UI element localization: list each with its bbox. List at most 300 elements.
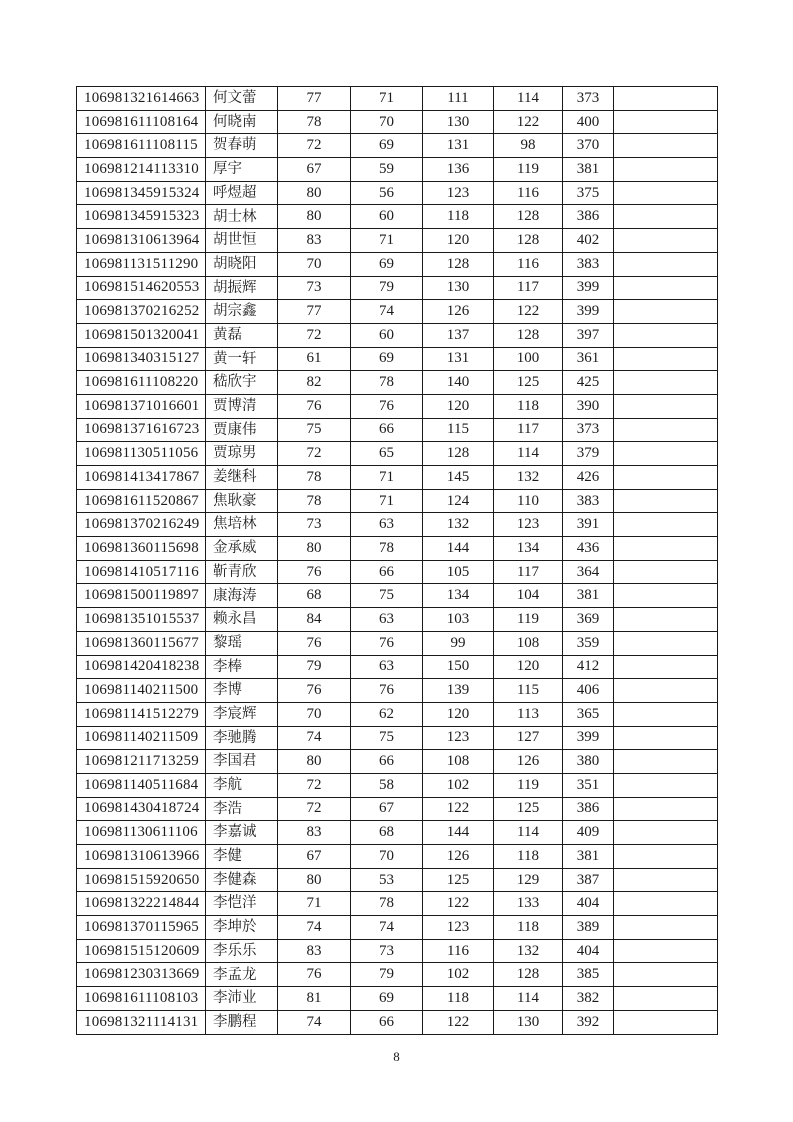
score-3-cell: 111 — [423, 87, 494, 111]
score-4-cell: 125 — [494, 797, 563, 821]
remark-cell — [614, 371, 718, 395]
name-cell: 李博 — [206, 679, 278, 703]
total-score-cell: 381 — [563, 158, 614, 182]
score-2-cell: 65 — [351, 442, 423, 466]
name-cell: 厚宇 — [206, 158, 278, 182]
remark-cell — [614, 773, 718, 797]
table-row — [77, 608, 718, 632]
remark-cell — [614, 608, 718, 632]
candidate-number-cell: 106981140211500 — [77, 679, 206, 703]
table-row — [77, 821, 718, 845]
remark-cell — [614, 845, 718, 869]
score-4-cell: 116 — [494, 252, 563, 276]
table-row — [77, 276, 718, 300]
candidate-number-cell: 106981322214844 — [77, 892, 206, 916]
candidate-number-cell: 106981140211509 — [77, 726, 206, 750]
name-cell: 黄一轩 — [206, 347, 278, 371]
total-score-cell: 373 — [563, 87, 614, 111]
name-cell: 李坤於 — [206, 916, 278, 940]
score-3-cell: 131 — [423, 134, 494, 158]
score-3-cell: 102 — [423, 963, 494, 987]
score-4-cell: 113 — [494, 702, 563, 726]
name-cell: 李航 — [206, 773, 278, 797]
score-4-cell: 120 — [494, 655, 563, 679]
remark-cell — [614, 537, 718, 561]
score-2-cell: 66 — [351, 750, 423, 774]
score-1-cell: 76 — [278, 631, 351, 655]
score-3-cell: 139 — [423, 679, 494, 703]
score-1-cell: 82 — [278, 371, 351, 395]
name-cell: 金承威 — [206, 537, 278, 561]
score-4-cell: 128 — [494, 229, 563, 253]
table-row — [77, 916, 718, 940]
total-score-cell: 389 — [563, 916, 614, 940]
remark-cell — [614, 726, 718, 750]
table-row — [77, 537, 718, 561]
table-row — [77, 87, 718, 111]
total-score-cell: 379 — [563, 442, 614, 466]
score-3-cell: 134 — [423, 584, 494, 608]
score-2-cell: 73 — [351, 939, 423, 963]
remark-cell — [614, 584, 718, 608]
score-2-cell: 63 — [351, 608, 423, 632]
score-2-cell: 62 — [351, 702, 423, 726]
score-1-cell: 76 — [278, 560, 351, 584]
remark-cell — [614, 134, 718, 158]
score-1-cell: 73 — [278, 513, 351, 537]
table-row — [77, 252, 718, 276]
score-2-cell: 71 — [351, 466, 423, 490]
score-3-cell: 122 — [423, 892, 494, 916]
score-1-cell: 72 — [278, 134, 351, 158]
score-4-cell: 119 — [494, 608, 563, 632]
name-cell: 贾琼男 — [206, 442, 278, 466]
score-3-cell: 150 — [423, 655, 494, 679]
score-1-cell: 77 — [278, 87, 351, 111]
candidate-number-cell: 106981310613966 — [77, 845, 206, 869]
table-row — [77, 418, 718, 442]
total-score-cell: 387 — [563, 868, 614, 892]
score-3-cell: 124 — [423, 489, 494, 513]
score-2-cell: 58 — [351, 773, 423, 797]
score-2-cell: 67 — [351, 797, 423, 821]
name-cell: 靳青欣 — [206, 560, 278, 584]
name-cell: 嵇欣宇 — [206, 371, 278, 395]
candidate-number-cell: 106981230313669 — [77, 963, 206, 987]
score-3-cell: 108 — [423, 750, 494, 774]
score-1-cell: 80 — [278, 537, 351, 561]
score-4-cell: 132 — [494, 466, 563, 490]
remark-cell — [614, 750, 718, 774]
remark-cell — [614, 418, 718, 442]
score-2-cell: 74 — [351, 300, 423, 324]
score-3-cell: 123 — [423, 726, 494, 750]
score-3-cell: 115 — [423, 418, 494, 442]
score-4-cell: 119 — [494, 158, 563, 182]
score-4-cell: 128 — [494, 963, 563, 987]
score-2-cell: 69 — [351, 987, 423, 1011]
remark-cell — [614, 300, 718, 324]
remark-cell — [614, 158, 718, 182]
score-2-cell: 79 — [351, 963, 423, 987]
total-score-cell: 365 — [563, 702, 614, 726]
score-3-cell: 126 — [423, 300, 494, 324]
score-4-cell: 98 — [494, 134, 563, 158]
name-cell: 李驰腾 — [206, 726, 278, 750]
candidate-number-cell: 106981345915323 — [77, 205, 206, 229]
table-row — [77, 560, 718, 584]
candidate-number-cell: 106981370216252 — [77, 300, 206, 324]
total-score-cell: 390 — [563, 394, 614, 418]
score-4-cell: 117 — [494, 418, 563, 442]
score-table-body — [77, 87, 718, 1035]
table-row — [77, 679, 718, 703]
score-3-cell: 130 — [423, 110, 494, 134]
table-row — [77, 750, 718, 774]
total-score-cell: 425 — [563, 371, 614, 395]
candidate-number-cell: 106981340315127 — [77, 347, 206, 371]
name-cell: 胡士林 — [206, 205, 278, 229]
table-row — [77, 394, 718, 418]
score-4-cell: 114 — [494, 987, 563, 1011]
score-4-cell: 110 — [494, 489, 563, 513]
total-score-cell: 361 — [563, 347, 614, 371]
score-2-cell: 69 — [351, 252, 423, 276]
name-cell: 贺春萌 — [206, 134, 278, 158]
remark-cell — [614, 205, 718, 229]
name-cell: 贾博清 — [206, 394, 278, 418]
total-score-cell: 351 — [563, 773, 614, 797]
score-3-cell: 118 — [423, 205, 494, 229]
table-row — [77, 347, 718, 371]
total-score-cell: 359 — [563, 631, 614, 655]
table-row — [77, 489, 718, 513]
remark-cell — [614, 110, 718, 134]
score-3-cell: 128 — [423, 442, 494, 466]
candidate-number-cell: 106981360115677 — [77, 631, 206, 655]
name-cell: 李鹏程 — [206, 1010, 278, 1034]
remark-cell — [614, 466, 718, 490]
table-row — [77, 655, 718, 679]
candidate-number-cell: 106981141512279 — [77, 702, 206, 726]
score-4-cell: 128 — [494, 205, 563, 229]
name-cell: 康海涛 — [206, 584, 278, 608]
name-cell: 李宸辉 — [206, 702, 278, 726]
score-3-cell: 105 — [423, 560, 494, 584]
remark-cell — [614, 560, 718, 584]
score-2-cell: 78 — [351, 371, 423, 395]
table-row — [77, 513, 718, 537]
score-3-cell: 118 — [423, 987, 494, 1011]
name-cell: 李嘉诚 — [206, 821, 278, 845]
candidate-number-cell: 106981360115698 — [77, 537, 206, 561]
total-score-cell: 391 — [563, 513, 614, 537]
table-row — [77, 134, 718, 158]
remark-cell — [614, 916, 718, 940]
score-1-cell: 83 — [278, 821, 351, 845]
score-1-cell: 74 — [278, 726, 351, 750]
score-2-cell: 76 — [351, 631, 423, 655]
table-row — [77, 158, 718, 182]
score-3-cell: 131 — [423, 347, 494, 371]
score-1-cell: 72 — [278, 773, 351, 797]
score-2-cell: 53 — [351, 868, 423, 892]
total-score-cell: 426 — [563, 466, 614, 490]
score-3-cell: 116 — [423, 939, 494, 963]
candidate-number-cell: 106981611520867 — [77, 489, 206, 513]
total-score-cell: 392 — [563, 1010, 614, 1034]
remark-cell — [614, 963, 718, 987]
score-table — [76, 86, 718, 1035]
candidate-number-cell: 106981321614663 — [77, 87, 206, 111]
remark-cell — [614, 939, 718, 963]
score-2-cell: 71 — [351, 87, 423, 111]
candidate-number-cell: 106981370216249 — [77, 513, 206, 537]
score-1-cell: 70 — [278, 702, 351, 726]
score-4-cell: 108 — [494, 631, 563, 655]
score-4-cell: 132 — [494, 939, 563, 963]
name-cell: 胡宗鑫 — [206, 300, 278, 324]
candidate-number-cell: 106981410517116 — [77, 560, 206, 584]
table-row — [77, 892, 718, 916]
page-footer — [0, 1048, 793, 1066]
score-3-cell: 126 — [423, 845, 494, 869]
score-3-cell: 128 — [423, 252, 494, 276]
score-4-cell: 125 — [494, 371, 563, 395]
candidate-number-cell: 106981611108103 — [77, 987, 206, 1011]
table-row — [77, 181, 718, 205]
score-3-cell: 99 — [423, 631, 494, 655]
score-1-cell: 81 — [278, 987, 351, 1011]
table-row — [77, 205, 718, 229]
name-cell: 李健森 — [206, 868, 278, 892]
score-1-cell: 61 — [278, 347, 351, 371]
remark-cell — [614, 229, 718, 253]
score-2-cell: 78 — [351, 892, 423, 916]
score-4-cell: 128 — [494, 323, 563, 347]
score-4-cell: 123 — [494, 513, 563, 537]
candidate-number-cell: 106981310613964 — [77, 229, 206, 253]
name-cell: 李浩 — [206, 797, 278, 821]
candidate-number-cell: 106981130511056 — [77, 442, 206, 466]
candidate-number-cell: 106981214113310 — [77, 158, 206, 182]
name-cell: 何文蕾 — [206, 87, 278, 111]
total-score-cell: 412 — [563, 655, 614, 679]
table-row — [77, 371, 718, 395]
table-row — [77, 584, 718, 608]
total-score-cell: 364 — [563, 560, 614, 584]
score-4-cell: 114 — [494, 442, 563, 466]
total-score-cell: 369 — [563, 608, 614, 632]
table-row — [77, 300, 718, 324]
score-1-cell: 80 — [278, 205, 351, 229]
candidate-number-cell: 106981370115965 — [77, 916, 206, 940]
candidate-number-cell: 106981514620553 — [77, 276, 206, 300]
candidate-number-cell: 106981130611106 — [77, 821, 206, 845]
score-1-cell: 76 — [278, 394, 351, 418]
score-3-cell: 122 — [423, 1010, 494, 1034]
table-row — [77, 110, 718, 134]
name-cell: 呼煜超 — [206, 181, 278, 205]
score-2-cell: 71 — [351, 489, 423, 513]
score-2-cell: 70 — [351, 845, 423, 869]
remark-cell — [614, 513, 718, 537]
score-4-cell: 119 — [494, 773, 563, 797]
remark-cell — [614, 655, 718, 679]
candidate-number-cell: 106981211713259 — [77, 750, 206, 774]
table-row — [77, 797, 718, 821]
score-4-cell: 114 — [494, 821, 563, 845]
table-row — [77, 963, 718, 987]
score-4-cell: 100 — [494, 347, 563, 371]
score-3-cell: 144 — [423, 821, 494, 845]
candidate-number-cell: 106981611108220 — [77, 371, 206, 395]
score-1-cell: 67 — [278, 158, 351, 182]
score-4-cell: 134 — [494, 537, 563, 561]
remark-cell — [614, 987, 718, 1011]
score-2-cell: 59 — [351, 158, 423, 182]
score-2-cell: 66 — [351, 560, 423, 584]
score-1-cell: 67 — [278, 845, 351, 869]
table-row — [77, 702, 718, 726]
table-row — [77, 466, 718, 490]
name-cell: 黎瑶 — [206, 631, 278, 655]
score-1-cell: 78 — [278, 466, 351, 490]
total-score-cell: 436 — [563, 537, 614, 561]
remark-cell — [614, 87, 718, 111]
table-row — [77, 229, 718, 253]
name-cell: 何晓南 — [206, 110, 278, 134]
score-3-cell: 137 — [423, 323, 494, 347]
score-1-cell: 83 — [278, 229, 351, 253]
candidate-number-cell: 106981131511290 — [77, 252, 206, 276]
score-1-cell: 72 — [278, 442, 351, 466]
score-4-cell: 129 — [494, 868, 563, 892]
total-score-cell: 386 — [563, 797, 614, 821]
name-cell: 李健 — [206, 845, 278, 869]
score-1-cell: 80 — [278, 181, 351, 205]
name-cell: 李国君 — [206, 750, 278, 774]
total-score-cell: 404 — [563, 892, 614, 916]
score-4-cell: 117 — [494, 560, 563, 584]
total-score-cell: 370 — [563, 134, 614, 158]
candidate-number-cell: 106981430418724 — [77, 797, 206, 821]
remark-cell — [614, 347, 718, 371]
total-score-cell: 381 — [563, 584, 614, 608]
score-1-cell: 75 — [278, 418, 351, 442]
score-1-cell: 74 — [278, 916, 351, 940]
score-1-cell: 80 — [278, 750, 351, 774]
score-2-cell: 60 — [351, 205, 423, 229]
score-2-cell: 76 — [351, 679, 423, 703]
candidate-number-cell: 106981345915324 — [77, 181, 206, 205]
score-4-cell: 117 — [494, 276, 563, 300]
candidate-number-cell: 106981140511684 — [77, 773, 206, 797]
score-2-cell: 76 — [351, 394, 423, 418]
score-4-cell: 104 — [494, 584, 563, 608]
score-1-cell: 78 — [278, 489, 351, 513]
name-cell: 胡振辉 — [206, 276, 278, 300]
candidate-number-cell: 106981501320041 — [77, 323, 206, 347]
score-3-cell: 145 — [423, 466, 494, 490]
name-cell: 李孟龙 — [206, 963, 278, 987]
score-3-cell: 120 — [423, 229, 494, 253]
score-2-cell: 69 — [351, 134, 423, 158]
table-row — [77, 868, 718, 892]
score-3-cell: 125 — [423, 868, 494, 892]
score-1-cell: 71 — [278, 892, 351, 916]
candidate-number-cell: 106981611108115 — [77, 134, 206, 158]
score-2-cell: 60 — [351, 323, 423, 347]
table-row — [77, 631, 718, 655]
remark-cell — [614, 489, 718, 513]
score-2-cell: 71 — [351, 229, 423, 253]
total-score-cell: 409 — [563, 821, 614, 845]
name-cell: 赖永昌 — [206, 608, 278, 632]
table-row — [77, 939, 718, 963]
remark-cell — [614, 797, 718, 821]
score-3-cell: 140 — [423, 371, 494, 395]
remark-cell — [614, 181, 718, 205]
remark-cell — [614, 892, 718, 916]
total-score-cell: 386 — [563, 205, 614, 229]
score-3-cell: 103 — [423, 608, 494, 632]
score-4-cell: 116 — [494, 181, 563, 205]
name-cell: 李恺洋 — [206, 892, 278, 916]
score-4-cell: 122 — [494, 110, 563, 134]
score-1-cell: 77 — [278, 300, 351, 324]
name-cell: 焦耿豪 — [206, 489, 278, 513]
score-3-cell: 144 — [423, 537, 494, 561]
score-2-cell: 75 — [351, 726, 423, 750]
remark-cell — [614, 252, 718, 276]
score-4-cell: 115 — [494, 679, 563, 703]
candidate-number-cell: 106981611108164 — [77, 110, 206, 134]
total-score-cell: 375 — [563, 181, 614, 205]
score-2-cell: 74 — [351, 916, 423, 940]
total-score-cell: 397 — [563, 323, 614, 347]
remark-cell — [614, 821, 718, 845]
score-2-cell: 70 — [351, 110, 423, 134]
score-2-cell: 78 — [351, 537, 423, 561]
score-2-cell: 56 — [351, 181, 423, 205]
score-1-cell: 80 — [278, 868, 351, 892]
name-cell: 胡世恒 — [206, 229, 278, 253]
candidate-number-cell: 106981515120609 — [77, 939, 206, 963]
candidate-number-cell: 106981413417867 — [77, 466, 206, 490]
score-1-cell: 74 — [278, 1010, 351, 1034]
score-1-cell: 78 — [278, 110, 351, 134]
name-cell: 姜继科 — [206, 466, 278, 490]
score-1-cell: 76 — [278, 679, 351, 703]
remark-cell — [614, 442, 718, 466]
score-4-cell: 133 — [494, 892, 563, 916]
total-score-cell: 380 — [563, 750, 614, 774]
candidate-number-cell: 106981515920650 — [77, 868, 206, 892]
name-cell: 李乐乐 — [206, 939, 278, 963]
total-score-cell: 383 — [563, 252, 614, 276]
score-3-cell: 123 — [423, 916, 494, 940]
total-score-cell: 373 — [563, 418, 614, 442]
total-score-cell: 399 — [563, 726, 614, 750]
score-3-cell: 130 — [423, 276, 494, 300]
score-1-cell: 83 — [278, 939, 351, 963]
score-3-cell: 136 — [423, 158, 494, 182]
score-1-cell: 72 — [278, 797, 351, 821]
total-score-cell: 404 — [563, 939, 614, 963]
score-4-cell: 126 — [494, 750, 563, 774]
name-cell: 李沛业 — [206, 987, 278, 1011]
